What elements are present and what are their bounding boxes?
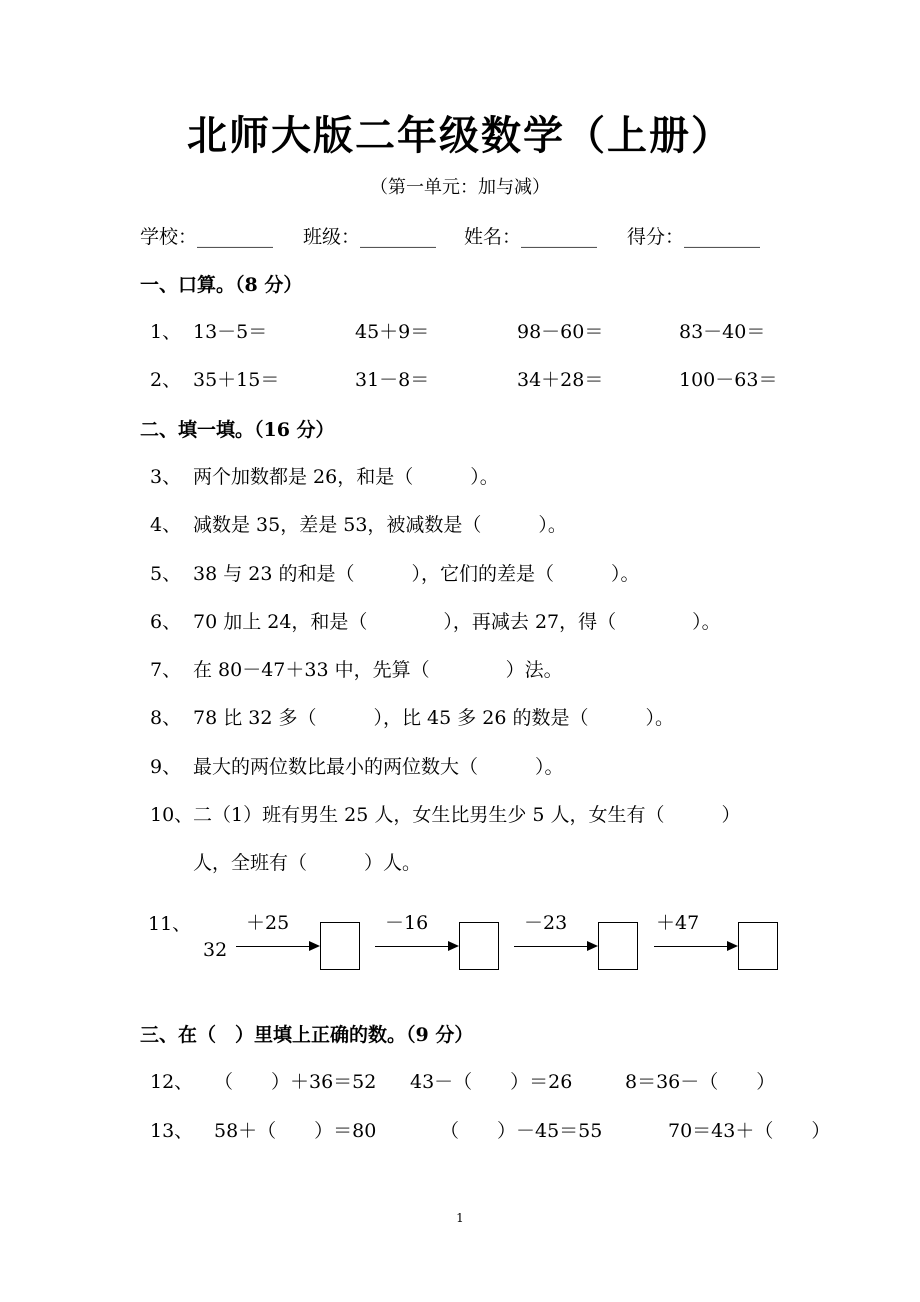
question-number: 7、 — [150, 659, 182, 681]
chain-op-label: ＋25 — [246, 912, 290, 934]
bracket-item[interactable]: 8＝36－（ ） — [625, 1071, 776, 1093]
question-number: 4、 — [150, 514, 182, 536]
question-4[interactable]: 减数是 35，差是 53，被减数是（ ）。 — [193, 514, 567, 536]
chain-arrowhead-icon — [309, 941, 320, 951]
oral-item[interactable]: 83－40＝ — [679, 321, 766, 343]
section-heading-fill: 二、填一填。（16 分） — [140, 419, 335, 441]
question-5[interactable]: 38 与 23 的和是（ ），它们的差是（ ）。 — [193, 563, 640, 585]
score-field[interactable]: 得分：________ — [627, 226, 761, 248]
bracket-item[interactable]: 43－（ ）＝26 — [410, 1071, 573, 1093]
question-number: 2、 — [150, 369, 182, 391]
oral-item[interactable]: 31－8＝ — [355, 369, 430, 391]
question-number: 8、 — [150, 707, 182, 729]
chain-arrow — [514, 946, 589, 947]
question-number: 3、 — [150, 466, 182, 488]
question-10[interactable]: 二（1）班有男生 25 人，女生比男生少 5 人，女生有（ ） — [193, 804, 741, 826]
question-number: 1、 — [150, 321, 182, 343]
question-number: 13、 — [150, 1120, 194, 1142]
bracket-item[interactable]: 70＝43＋（ ） — [668, 1120, 831, 1142]
bracket-item[interactable]: 58＋（ ）＝80 — [214, 1120, 377, 1142]
chain-arrow — [236, 946, 311, 947]
question-10-continued[interactable]: 人，全班有（ ）人。 — [193, 852, 422, 874]
name-field[interactable]: 姓名：________ — [464, 226, 598, 248]
chain-arrow — [375, 946, 450, 947]
question-number: 12、 — [150, 1071, 194, 1093]
section-heading-oral: 一、口算。（8 分） — [140, 274, 303, 296]
page-title: 北师大版二年级数学（上册） — [187, 112, 733, 159]
page-number: 1 — [456, 1211, 464, 1225]
bracket-item[interactable]: （ ）＋36＝52 — [214, 1071, 377, 1093]
question-7[interactable]: 在 80－47＋33 中，先算（ ）法。 — [193, 659, 563, 681]
question-number: 5、 — [150, 563, 182, 585]
chain-op-label: －16 — [385, 912, 429, 934]
question-9[interactable]: 最大的两位数比最小的两位数大（ ）。 — [193, 756, 564, 778]
chain-op-label: －23 — [524, 912, 568, 934]
oral-item[interactable]: 13－5＝ — [193, 321, 268, 343]
question-6[interactable]: 70 加上 24，和是（ ），再减去 27，得（ ）。 — [193, 611, 721, 633]
chain-answer-box[interactable] — [738, 922, 778, 970]
chain-op-label: ＋47 — [656, 912, 700, 934]
chain-answer-box[interactable] — [320, 922, 360, 970]
chain-arrowhead-icon — [587, 941, 598, 951]
oral-item[interactable]: 45＋9＝ — [355, 321, 430, 343]
question-number: 6、 — [150, 611, 182, 633]
chain-start-value: 32 — [203, 939, 228, 961]
oral-item[interactable]: 100－63＝ — [679, 369, 778, 391]
school-field[interactable]: 学校：________ — [140, 226, 274, 248]
oral-item[interactable]: 35＋15＝ — [193, 369, 280, 391]
section-heading-brackets: 三、在（ ）里填上正确的数。（9 分） — [140, 1024, 474, 1046]
class-field[interactable]: 班级：________ — [303, 226, 437, 248]
page-subtitle: （第一单元：加与减） — [370, 177, 550, 198]
question-number: 11、 — [148, 913, 192, 935]
chain-arrow — [654, 946, 729, 947]
chain-arrowhead-icon — [727, 941, 738, 951]
question-3[interactable]: 两个加数都是 26，和是（ ）。 — [193, 466, 499, 488]
question-number: 10、 — [150, 804, 194, 826]
oral-item[interactable]: 34＋28＝ — [517, 369, 604, 391]
question-number: 9、 — [150, 756, 182, 778]
chain-arrowhead-icon — [448, 941, 459, 951]
oral-item[interactable]: 98－60＝ — [517, 321, 604, 343]
question-8[interactable]: 78 比 32 多（ ），比 45 多 26 的数是（ ）。 — [193, 707, 674, 729]
bracket-item[interactable]: （ ）－45＝55 — [440, 1120, 603, 1142]
chain-answer-box[interactable] — [598, 922, 638, 970]
chain-answer-box[interactable] — [459, 922, 499, 970]
